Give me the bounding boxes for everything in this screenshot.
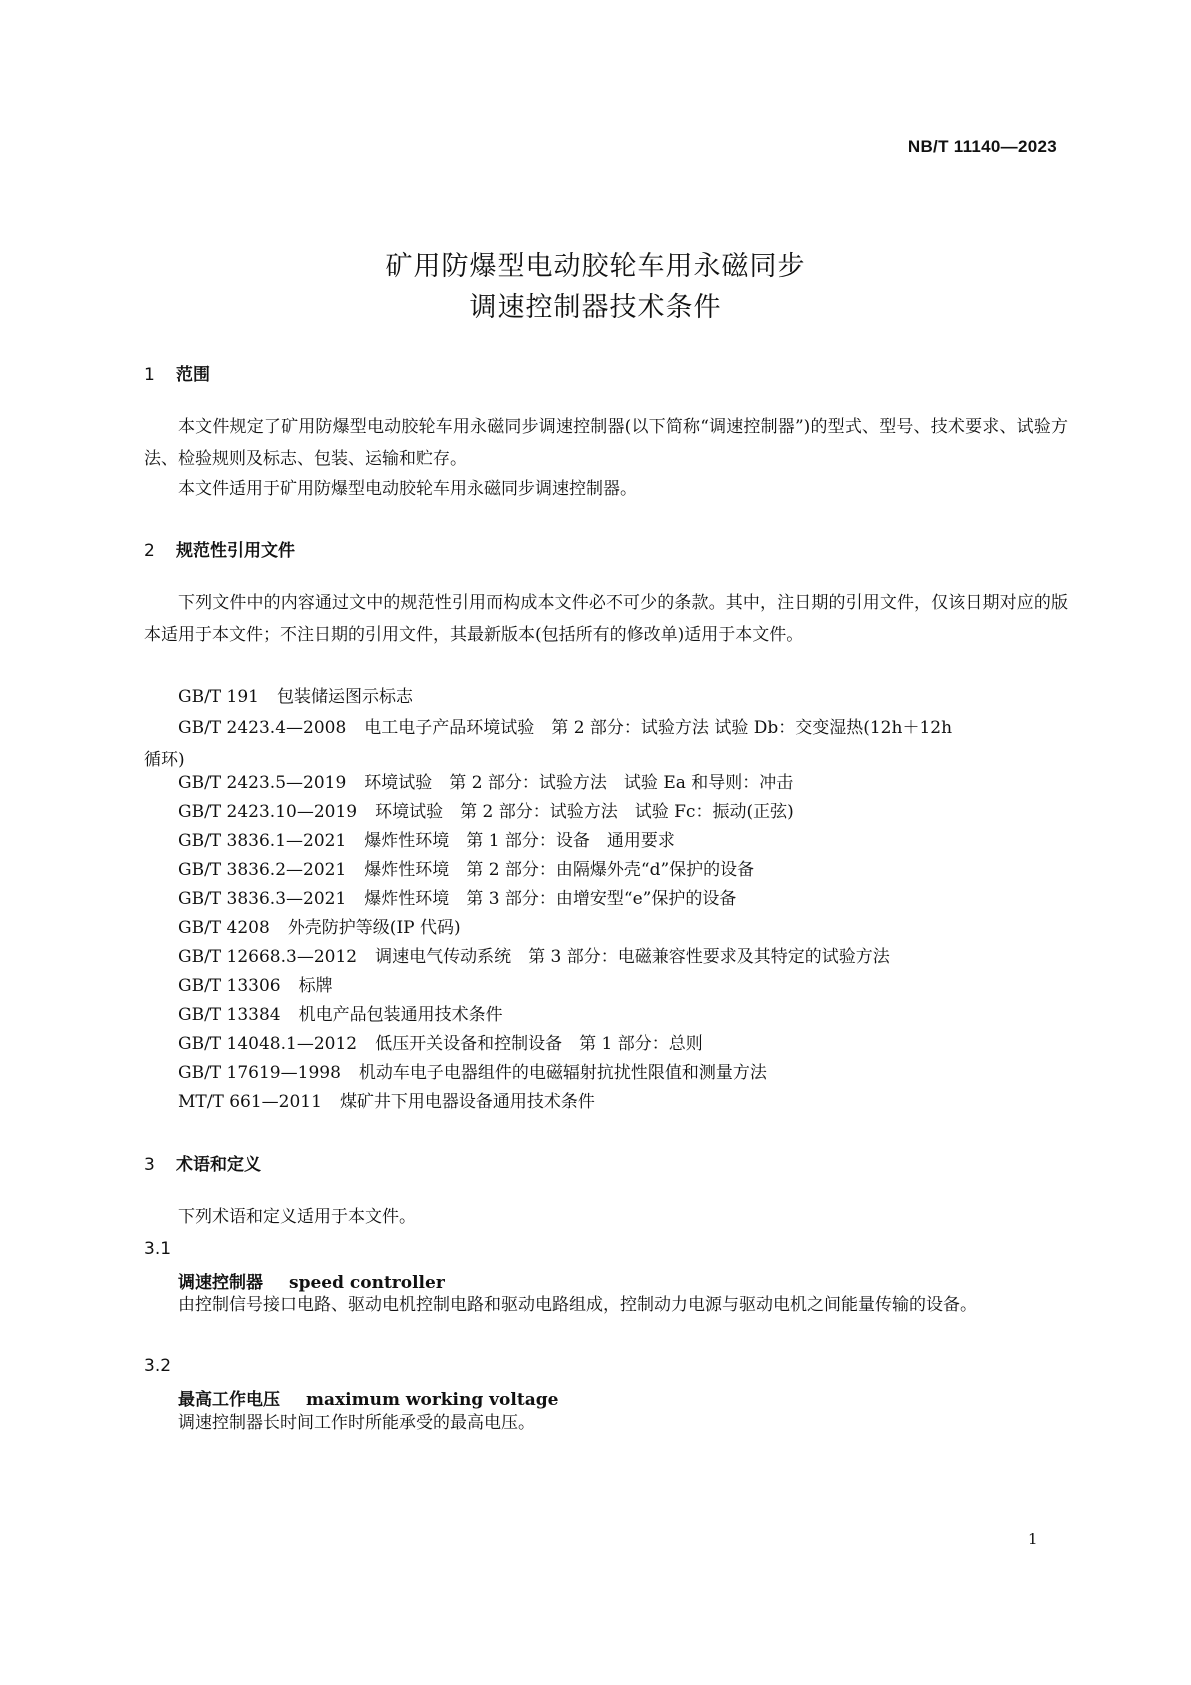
section-heading-scope [144, 360, 210, 385]
term-title: 调速控制器 speed controller [178, 1273, 445, 1293]
term-definition: 调速控制器长时间工作时所能承受的最高电压。 [178, 1413, 535, 1433]
term-number: 3.1 [144, 1239, 172, 1259]
reference-item: GB/T 3836.2—2021 爆炸性环境 第 2 部分：由隔爆外壳“d”保护的设备 [178, 860, 755, 880]
reference-item: GB/T 191 包装储运图示标志 [178, 687, 413, 707]
reference-item: GB/T 2423.4—2008 电工电子产品环境试验 第 2 部分：试验方法 试验 Db：交变湿热(12h＋12h [178, 718, 953, 738]
normative-intro: 下列文件中的内容通过文中的规范性引用而构成本文件必不可少的条款。其中，注日期的引用文件，仅该日期对应的版本适用于本文件；不注日期的引用文件，其最新版本(包括所有的修改单)适用于本文件。 [144, 593, 1068, 645]
section-number: 2 [144, 541, 155, 561]
reference-item: GB/T 2423.5—2019 环境试验 第 2 部分：试验方法 试验 Ea 和导则：冲击 [178, 773, 794, 793]
term-title: 最高工作电压 maximum working voltage [178, 1390, 559, 1410]
reference-item: GB/T 17619—1998 机动车电子电器组件的电磁辐射抗扰性限值和测量方法 [178, 1063, 767, 1083]
reference-item: GB/T 3836.3—2021 爆炸性环境 第 3 部分：由增安型“e”保护的设备 [178, 889, 737, 909]
reference-item: GB/T 13306 标牌 [178, 976, 333, 996]
reference-item: GB/T 12668.3—2012 调速电气传动系统 第 3 部分：电磁兼容性要求及其特定的试验方法 [178, 947, 890, 967]
term-definition: 由控制信号接口电路、驱动电机控制电路和驱动电路组成，控制动力电源与驱动电机之间能量传输的设备。 [178, 1295, 977, 1315]
section-title: 范围 [176, 365, 210, 385]
page-number: 1 [1028, 1530, 1038, 1548]
terms-intro: 下列术语和定义适用于本文件。 [178, 1207, 416, 1227]
scope-paragraph-2: 本文件适用于矿用防爆型电动胶轮车用永磁同步调速控制器。 [178, 479, 637, 499]
section-title: 规范性引用文件 [176, 541, 295, 561]
section-title: 术语和定义 [176, 1155, 261, 1175]
document-title-line1: 矿用防爆型电动胶轮车用永磁同步 [385, 251, 806, 282]
reference-item: GB/T 2423.10—2019 环境试验 第 2 部分：试验方法 试验 Fc：振动(正弦) [178, 802, 794, 822]
section-number: 3 [144, 1155, 155, 1175]
standard-code: NB/T 11140—2023 [907, 137, 1057, 156]
document-title-line2: 调速控制器技术条件 [469, 292, 722, 323]
reference-item: GB/T 13384 机电产品包装通用技术条件 [178, 1005, 503, 1025]
section-heading-terms [144, 1150, 261, 1175]
reference-item: GB/T 4208 外壳防护等级(IP 代码) [178, 918, 461, 938]
reference-item: GB/T 3836.1—2021 爆炸性环境 第 1 部分：设备 通用要求 [178, 831, 675, 851]
section-heading-normative [144, 536, 295, 561]
term-number: 3.2 [144, 1356, 172, 1376]
scope-paragraph-1: 本文件规定了矿用防爆型电动胶轮车用永磁同步调速控制器(以下简称“调速控制器”)的型式、型号、技术要求、试验方法、检验规则及标志、包装、运输和贮存。 [144, 417, 1068, 469]
reference-item: MT/T 661—2011 煤矿井下用电器设备通用技术条件 [178, 1092, 595, 1112]
reference-item-continuation: 循环) [144, 750, 185, 770]
reference-item: GB/T 14048.1—2012 低压开关设备和控制设备 第 1 部分：总则 [178, 1034, 703, 1054]
section-number: 1 [144, 365, 155, 385]
